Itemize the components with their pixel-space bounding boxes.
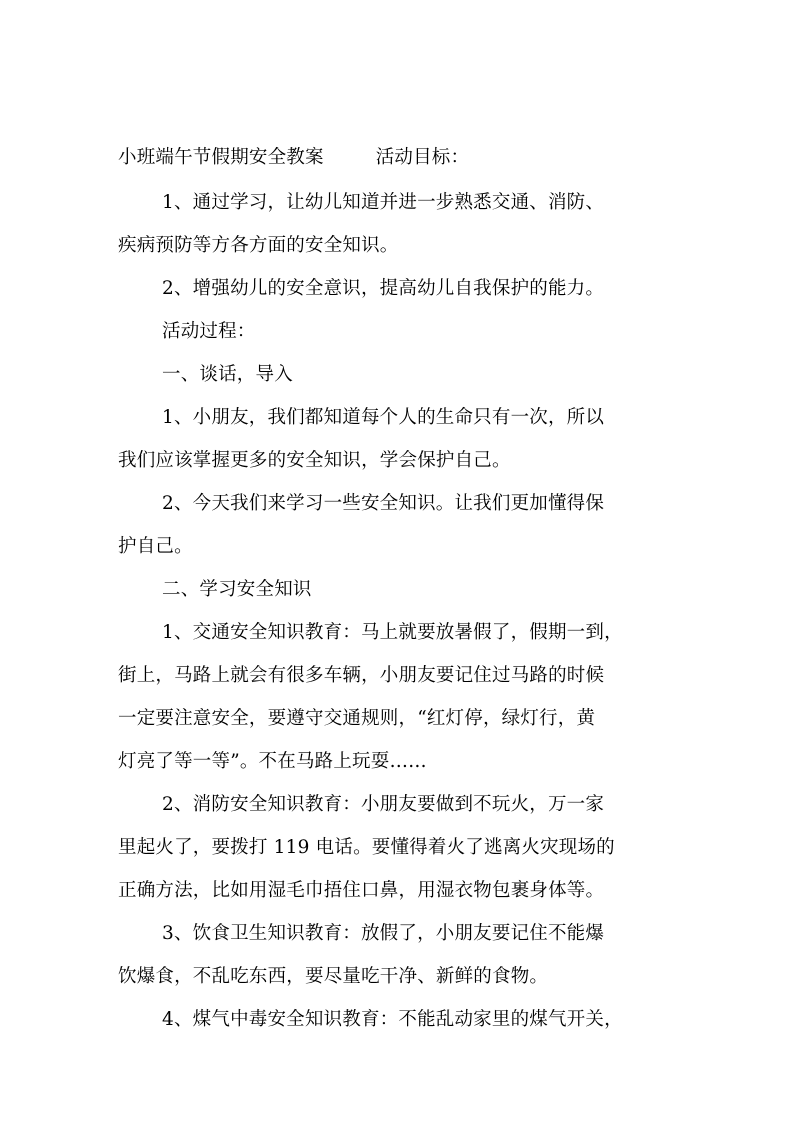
section-1-heading: 一、谈话，导入 — [162, 364, 293, 385]
traffic-safety-line-3: 一定要注意安全，要遵守交通规则，“红灯停，绿灯行，黄 — [118, 708, 596, 729]
section-1-item-2-line-2: 护自己。 — [118, 536, 193, 557]
section-2-heading: 二、学习安全知识 — [162, 579, 312, 600]
objective-item-1-line-1: 1、通过学习，让幼儿知道并进一步熟悉交通、消防、 — [162, 192, 605, 213]
section-1-item-1-line-2: 我们应该掌握更多的安全知识，学会保护自己。 — [118, 450, 511, 471]
objective-heading: 活动目标： — [375, 147, 470, 168]
document-title: 小班端午节假期安全教案 — [118, 147, 324, 168]
traffic-safety-line-1: 1、交通安全知识教育：马上就要放暑假了，假期一到， — [162, 622, 623, 643]
fire-safety-line-1: 2、消防安全知识教育：小朋友要做到不玩火，万一家 — [162, 794, 605, 815]
objective-item-1-line-2: 疾病预防等方各方面的安全知识。 — [118, 235, 399, 256]
process-heading: 活动过程： — [162, 321, 256, 342]
food-hygiene-line-2: 饮爆食，不乱吃东西，要尽量吃干净、新鲜的食物。 — [118, 966, 549, 987]
section-1-item-2-line-1: 2、今天我们来学习一些安全知识。让我们更加懂得保 — [162, 493, 605, 514]
section-1-item-1-line-1: 1、小朋友，我们都知道每个人的生命只有一次，所以 — [162, 407, 605, 428]
objective-item-2: 2、增强幼儿的安全意识，提高幼儿自我保护的能力。 — [162, 278, 605, 299]
traffic-safety-line-4: 灯亮了等一等”。不在马路上玩耍…… — [118, 751, 427, 772]
fire-safety-line-2: 里起火了，要拨打 119 电话。要懂得着火了逃离火灾现场的 — [118, 837, 615, 858]
gas-safety-line-1: 4、煤气中毒安全知识教育：不能乱动家里的煤气开关， — [162, 1009, 623, 1030]
traffic-safety-line-2: 街上，马路上就会有很多车辆，小朋友要记住过马路的时候 — [118, 665, 605, 686]
fire-safety-line-3: 正确方法，比如用湿毛巾捂住口鼻，用湿衣物包裹身体等。 — [118, 880, 605, 901]
title-line — [118, 146, 688, 170]
food-hygiene-line-1: 3、饮食卫生知识教育：放假了，小朋友要记住不能爆 — [162, 923, 605, 944]
